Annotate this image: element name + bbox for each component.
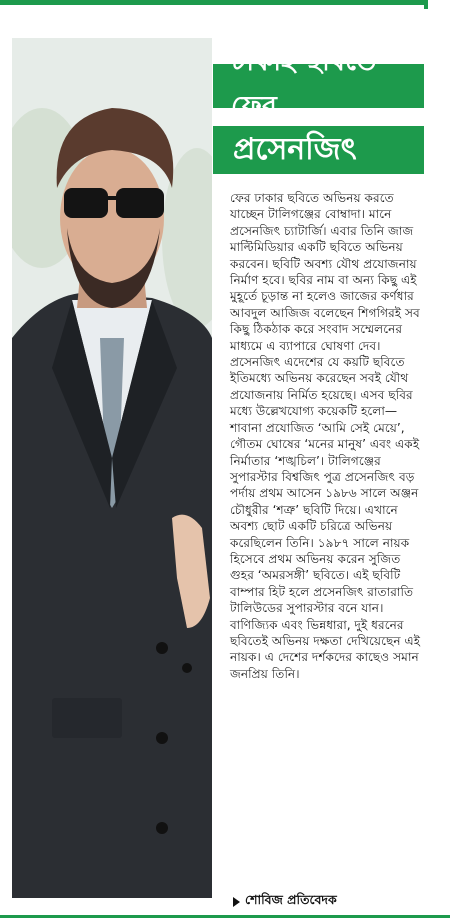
headline-line-1-text: ঢাকাই ছবিতে ফের [231,46,377,122]
headline-line-2 [213,126,424,174]
actor-photo [12,38,212,898]
byline [233,892,337,912]
top-green-rule-cap [424,0,428,9]
byline-text: শোবিজ প্রতিবেদক [245,892,337,907]
headline-line-1 [213,46,424,122]
top-green-rule [0,0,428,5]
actor-portrait-illustration [12,38,212,898]
headline-line-2-text: প্রসেনজিৎ [233,131,357,167]
byline-arrow-icon [233,897,240,907]
article-body: ফের ঢাকার ছবিতে অভিনয় করতে যাচ্ছেন টালিগঞ্জের বোম্বাদা। মানে প্রসেনজিৎ চ্যাটার্জি। এবার তিনি জাজ মাল্টিমিডিয়ার একটি ছবিতে অভিনয় করবেন। ছবিটি অবশ্য যৌথ প্রযোজনায় নির্মাণ হবে। ছবির নাম বা অন্য কিছু এই মুহূর্তে চূড়ান্ত না হলেও জাজের কর্ণধার আবদুল আজিজ বলেছেন শিগগিরই সব কিছু ঠিকঠাক করে সংবাদ সম্মেলনের মাধ্যমে এ ব্যাপারে ঘোষণা দেব। প্রসেনজিৎ এদেশের যে কয়টি ছবিতে ইতিমধ্যে অভিনয় করেছেন সবই যৌথ প্রযোজনায় নির্মিত হয়েছে। এসব ছবির মধ্যে উল্লেখযোগ্য কয়েকটি হলো— শাবানা প্রযোজিত ‘আমি সেই মেয়ে’, গৌতম ঘোষের ‘মনের মানুষ’ এবং একই নির্মাতার ‘শঙ্খচিল’। টালিগঞ্জের সুপারস্টার বিশ্বজিৎ পুত্র প্রসেনজিৎ বড় পর্দায় প্রথম আসেন ১৯৮৬ সালে অঞ্জন চৌধুরীর ‘শত্রু’ ছবিটি দিয়ে। এখানে অবশ্য ছোট একটি চরিত্রে অভিনয় করেছিলেন তিনি। ১৯৮৭ সালে নায়ক হিসেবে প্রথম অভিনয় করেন সুজিত গুহর ‘অমরসঙ্গী’ ছবিতে। এই ছবিটি বাম্পার হিট হলে প্রসেনজিৎ রাতারাতি টালিউডের সুপারস্টার বনে যান। বাণিজ্যিক এবং ভিন্নধারা, দুই ধরনের ছবিতেই অভিনয় দক্ষতা দেখিয়েছেন এই নায়ক। এ দেশের দর্শকদের কাছেও সমান জনপ্রিয় তিনি। [230,191,421,681]
